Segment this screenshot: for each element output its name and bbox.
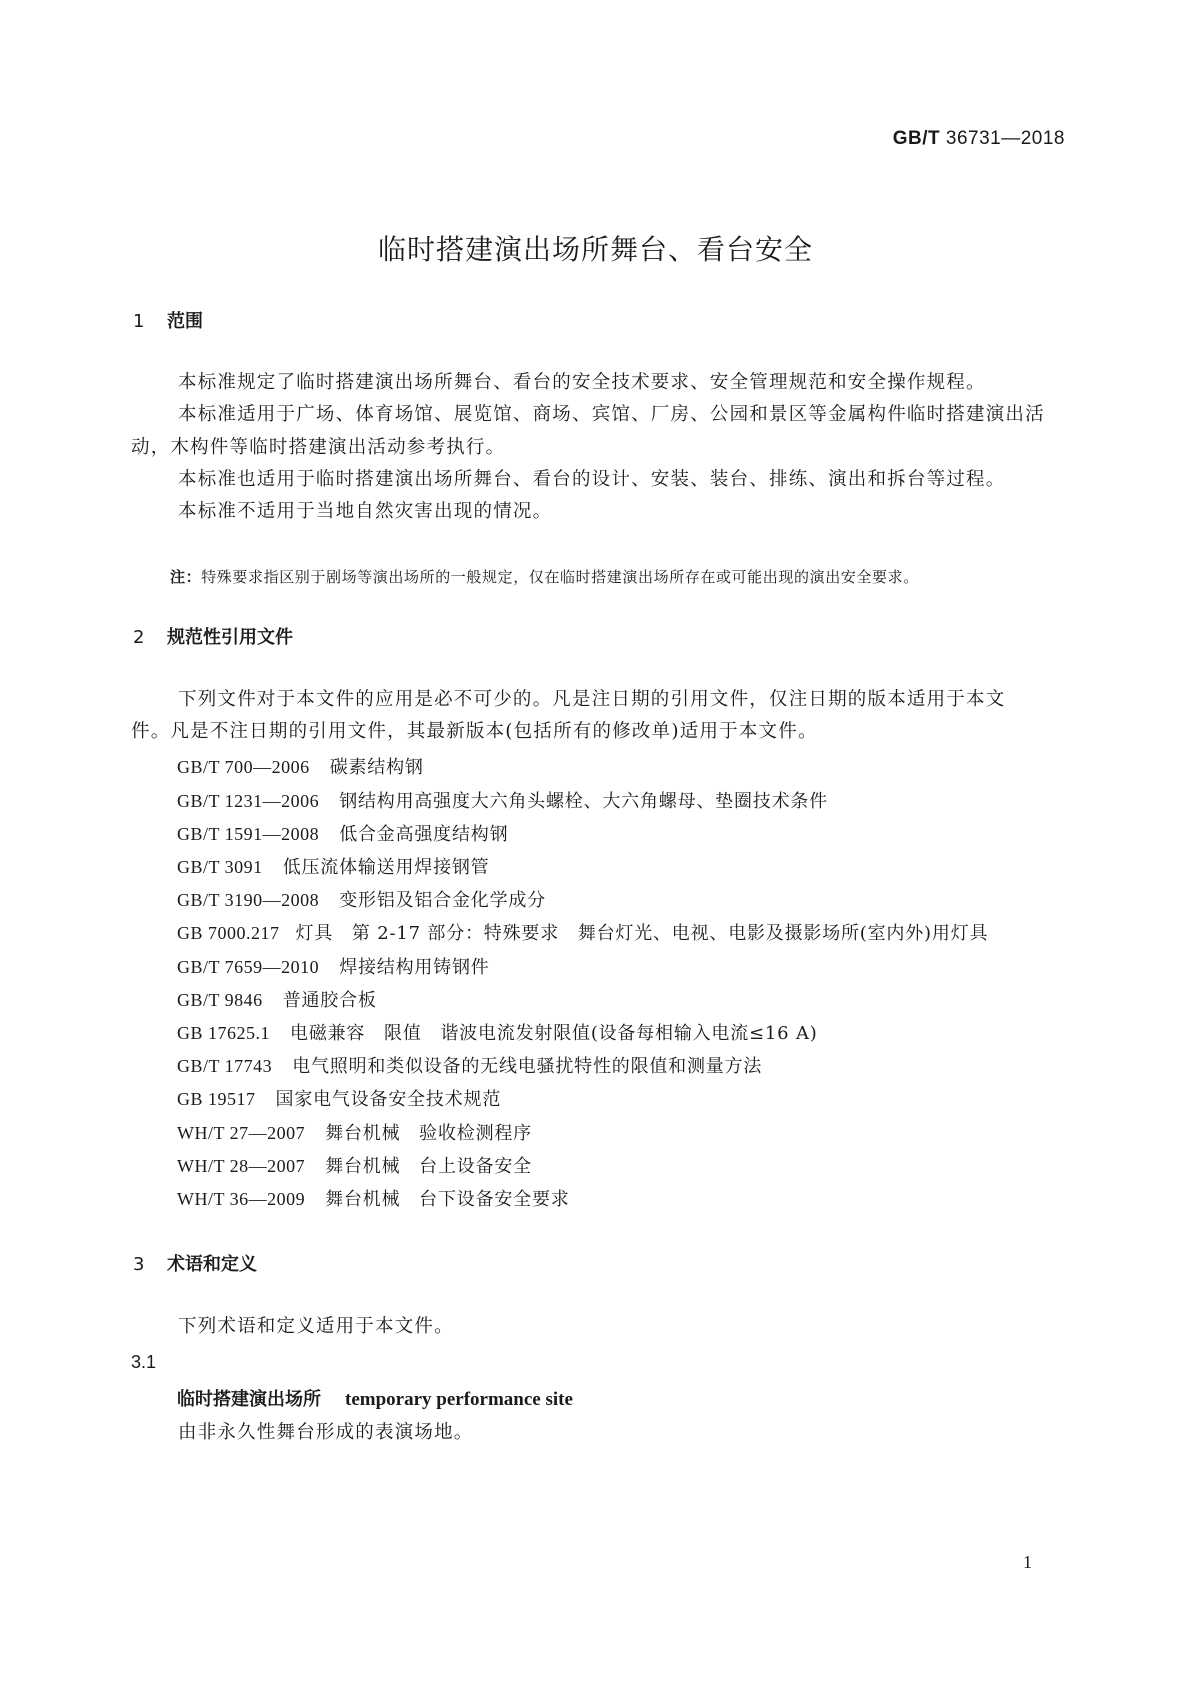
reference-item — [177, 853, 490, 879]
note-text: 特殊要求指区别于剧场等演出场所的一般规定，仅在临时搭建演出场所存在或可能出现的演出安全要求。 — [201, 568, 919, 586]
reference-code: GB/T 700—2006 — [177, 757, 310, 777]
reference-code: GB/T 7659—2010 — [177, 957, 320, 977]
paragraph: 本标准也适用于临时搭建演出场所舞台、看台的设计、安装、装台、排练、演出和拆台等过程。 — [178, 469, 1006, 490]
reference-title: 钢结构用高强度大六角头螺栓、大六角螺母、垫圈技术条件 — [339, 791, 828, 812]
reference-code: GB 17625.1 — [177, 1023, 271, 1043]
reference-title: 电磁兼容 限值 谐波电流发射限值(设备每相输入电流≤16 A) — [290, 1023, 818, 1044]
section-title: 范围 — [167, 311, 203, 332]
reference-title: 低压流体输送用焊接钢管 — [282, 857, 490, 878]
paragraph: 本标准适用于广场、体育场馆、展览馆、商场、宾馆、厂房、公园和景区等金属构件临时搭建演出活 — [178, 404, 1045, 425]
section-number: 1 — [133, 311, 145, 332]
term-number: 3.1 — [131, 1352, 157, 1372]
reference-item — [177, 886, 546, 912]
reference-code: GB/T 17743 — [177, 1056, 273, 1076]
paragraph-continued: 件。凡是不注日期的引用文件，其最新版本(包括所有的修改单)适用于本文件。 — [131, 721, 818, 742]
reference-title: 舞台机械 验收检测程序 — [325, 1123, 532, 1144]
section-heading-scope — [133, 307, 203, 333]
term-name-cn: 临时搭建演出场所 — [177, 1389, 321, 1410]
reference-item — [177, 753, 424, 779]
reference-item — [177, 787, 828, 813]
reference-code: GB 7000.217 — [177, 923, 280, 943]
reference-title: 国家电气设备安全技术规范 — [275, 1089, 502, 1110]
section-title: 术语和定义 — [167, 1254, 257, 1275]
reference-code: WH/T 27—2007 — [177, 1123, 306, 1143]
standard-number: 36731—2018 — [945, 128, 1065, 149]
reference-title: 普通胶合板 — [282, 990, 377, 1011]
section-title: 规范性引用文件 — [167, 627, 293, 648]
standard-code — [893, 128, 1065, 150]
reference-item — [177, 1119, 532, 1145]
page-number: 1 — [1023, 1552, 1032, 1572]
paragraph: 本标准不适用于当地自然灾害出现的情况。 — [178, 501, 553, 522]
reference-code: GB/T 3091 — [177, 857, 263, 877]
reference-title: 碳素结构钢 — [329, 757, 424, 778]
reference-item — [177, 1052, 762, 1078]
paragraph-continued: 动，木构件等临时搭建演出活动参考执行。 — [131, 437, 506, 458]
term-name-en: temporary performance site — [345, 1389, 573, 1410]
section-number: 2 — [133, 627, 145, 648]
reference-code: WH/T 36—2009 — [177, 1189, 306, 1209]
reference-item — [177, 1185, 570, 1211]
reference-item — [177, 820, 508, 846]
section-number: 3 — [133, 1254, 145, 1275]
reference-title: 舞台机械 台下设备安全要求 — [325, 1189, 570, 1210]
reference-title: 灯具 第 2-17 部分：特殊要求 舞台灯光、电视、电影及摄影场所(室内外)用灯具 — [295, 923, 989, 944]
reference-code: GB/T 9846 — [177, 990, 263, 1010]
reference-item — [177, 1085, 501, 1111]
term-name — [177, 1385, 573, 1411]
reference-item — [177, 919, 988, 945]
section-heading-terms-definitions — [133, 1250, 257, 1276]
reference-title: 电气照明和类似设备的无线电骚扰特性的限值和测量方法 — [292, 1056, 763, 1077]
reference-item — [177, 953, 490, 979]
reference-item — [177, 1019, 818, 1045]
reference-code: GB 19517 — [177, 1089, 256, 1109]
reference-item — [177, 1152, 532, 1178]
note — [170, 566, 919, 587]
paragraph: 下列术语和定义适用于本文件。 — [178, 1316, 454, 1337]
reference-title: 低合金高强度结构钢 — [339, 824, 509, 845]
note-label: 注： — [170, 568, 202, 586]
standard-prefix: GB/T — [892, 128, 941, 149]
reference-title: 焊接结构用铸钢件 — [339, 957, 490, 978]
reference-item — [177, 986, 377, 1012]
page-title: 临时搭建演出场所舞台、看台安全 — [377, 233, 813, 266]
section-heading-normative-references — [133, 623, 293, 649]
reference-code: GB/T 1591—2008 — [177, 824, 320, 844]
paragraph: 下列文件对于本文件的应用是必不可少的。凡是注日期的引用文件，仅注日期的版本适用于本文 — [178, 689, 1006, 710]
reference-title: 变形铝及铝合金化学成分 — [339, 890, 546, 911]
reference-title: 舞台机械 台上设备安全 — [325, 1156, 532, 1177]
reference-code: GB/T 3190—2008 — [177, 890, 320, 910]
reference-code: GB/T 1231—2006 — [177, 791, 320, 811]
paragraph: 本标准规定了临时搭建演出场所舞台、看台的安全技术要求、安全管理规范和安全操作规程。 — [178, 372, 986, 393]
term-definition: 由非永久性舞台形成的表演场地。 — [178, 1422, 474, 1443]
reference-code: WH/T 28—2007 — [177, 1156, 306, 1176]
